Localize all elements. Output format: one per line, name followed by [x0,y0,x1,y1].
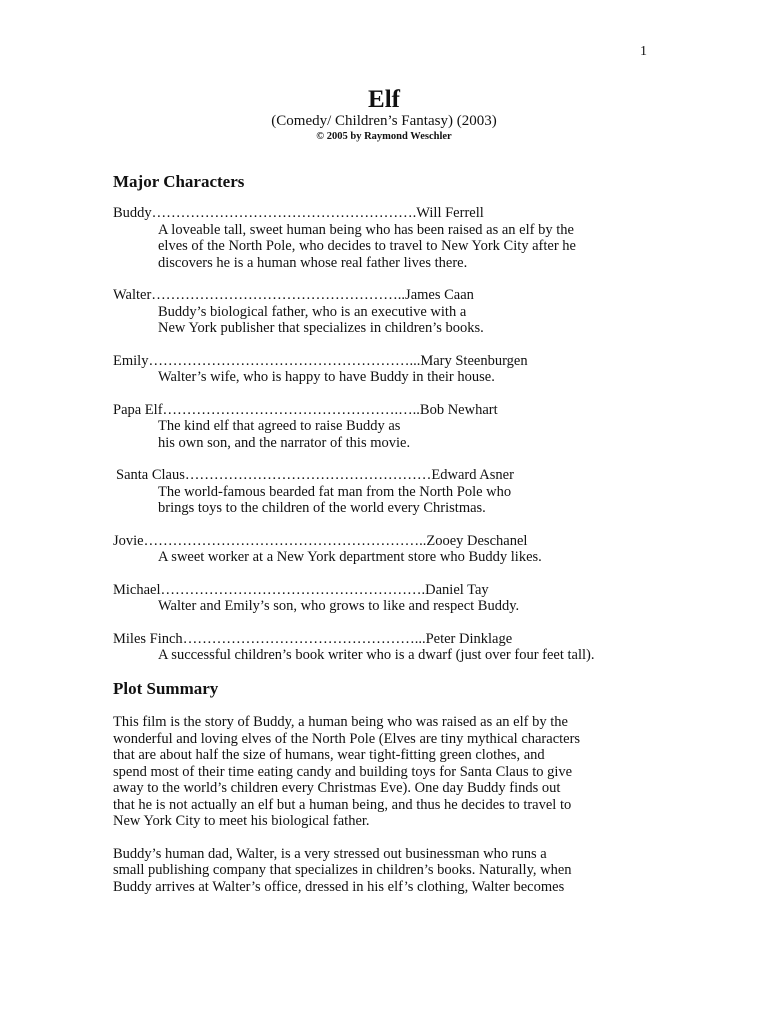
character-description [113,418,673,451]
character-header-line [113,353,673,370]
character-header-line [113,287,673,304]
description-line: A sweet worker at a New York department store who Buddy likes. [158,549,542,565]
document-subtitle: (Comedy/ Children’s Fantasy) (2003) [271,113,497,129]
character-header-line [113,582,673,599]
character-header-line [116,467,673,484]
leader-dots: ………………………………………………. [160,581,426,598]
plot-summary-body [113,714,653,911]
character-role: Santa Claus [116,467,185,483]
character-role: Emily [113,352,149,369]
character-entry [113,631,673,664]
character-actor: Edward Asner [431,467,514,483]
character-role: Michael [113,581,161,598]
character-header-line [113,533,673,550]
character-description [113,598,673,615]
character-list [113,205,673,664]
major-characters-heading: Major Characters [113,172,245,191]
character-description [113,222,673,272]
description-line: brings toys to the children of the world every Christmas. [158,500,486,516]
character-entry [113,287,673,337]
leader-dots: ………………………………………….….. [162,401,420,418]
character-description [113,647,673,664]
copyright-line: © 2005 by Raymond Weschler [316,131,452,142]
character-actor: Will Ferrell [416,205,484,221]
character-actor: James Caan [405,287,474,303]
description-line: discovers he is a human whose real father lives there. [158,254,468,271]
description-line: Buddy’s biological father, who is an executive with a [158,303,467,320]
description-line: Walter and Emily’s son, who grows to like and respect Buddy. [158,598,520,614]
character-description [113,549,673,566]
character-description [113,304,673,337]
description-line: The world-famous bearded fat man from the North Pole who [158,483,512,500]
character-role: Miles Finch [113,630,183,647]
character-actor: Bob Newhart [419,401,498,418]
plot-summary-heading: Plot Summary [113,679,219,698]
leader-dots: …………………………………………… [184,467,432,483]
character-actor: Zooey Deschanel [426,532,528,549]
character-entry [113,205,673,271]
character-description [116,484,673,517]
description-line: A successful children’s book writer who is a dwarf (just over four feet tall). [158,647,595,663]
description-line: New York publisher that specializes in children’s books. [158,320,484,336]
character-role: Jovie [113,532,144,549]
character-header-line [113,205,673,222]
character-entry [113,533,673,566]
character-description [113,369,673,386]
character-role: Walter [113,287,152,303]
description-line: A loveable tall, sweet human being who has been raised as an elf by the [158,221,574,238]
character-entry [113,582,673,615]
character-actor: Peter Dinklage [425,630,513,647]
description-line: his own son, and the narrator of this movie. [158,434,411,451]
character-role: Papa Elf [113,401,163,418]
plot-paragraph: This film is the story of Buddy, a human being who was raised as an elf by the wonderful and loving elves of the North Pole (Elves are tiny mythical characters that are about half the size of humans, wear tight-fitting green clothes, and spend most of their time eating candy and building toys for Santa Claus to give away to the world’s children every Christmas Eve). One day Buddy finds out that he is not actually an elf but a human being, and thus he decides to travel to New York City to meet his biological father. [113,714,581,829]
character-header-line [113,402,673,419]
leader-dots: …………………………………………... [182,630,426,647]
character-actor: Mary Steenburgen [420,352,528,369]
leader-dots: ………………………………………………... [148,352,421,369]
page-number: 1 [640,44,647,59]
document-title: Elf [368,86,400,113]
leader-dots: …………………………………………….. [151,287,406,303]
leader-dots: ………………………………………………. [151,205,417,221]
plot-paragraph: Buddy’s human dad, Walter, is a very stressed out businessman who runs a small publishing company that specializes in children’s books. Naturally, when Buddy arrives at Walter’s office, dressed in his elf’s clothing, Walter becomes [113,845,572,895]
character-actor: Daniel Tay [425,581,489,598]
character-entry [113,467,673,517]
description-line: elves of the North Pole, who decides to travel to New York City after he [158,238,576,254]
character-entry [113,402,673,452]
character-role: Buddy [113,205,152,221]
leader-dots: ………………………………………………….. [143,532,427,549]
description-line: The kind elf that agreed to raise Buddy as [158,418,401,434]
character-header-line [113,631,673,648]
character-entry [113,353,673,386]
description-line: Walter’s wife, who is happy to have Buddy in their house. [158,369,495,385]
